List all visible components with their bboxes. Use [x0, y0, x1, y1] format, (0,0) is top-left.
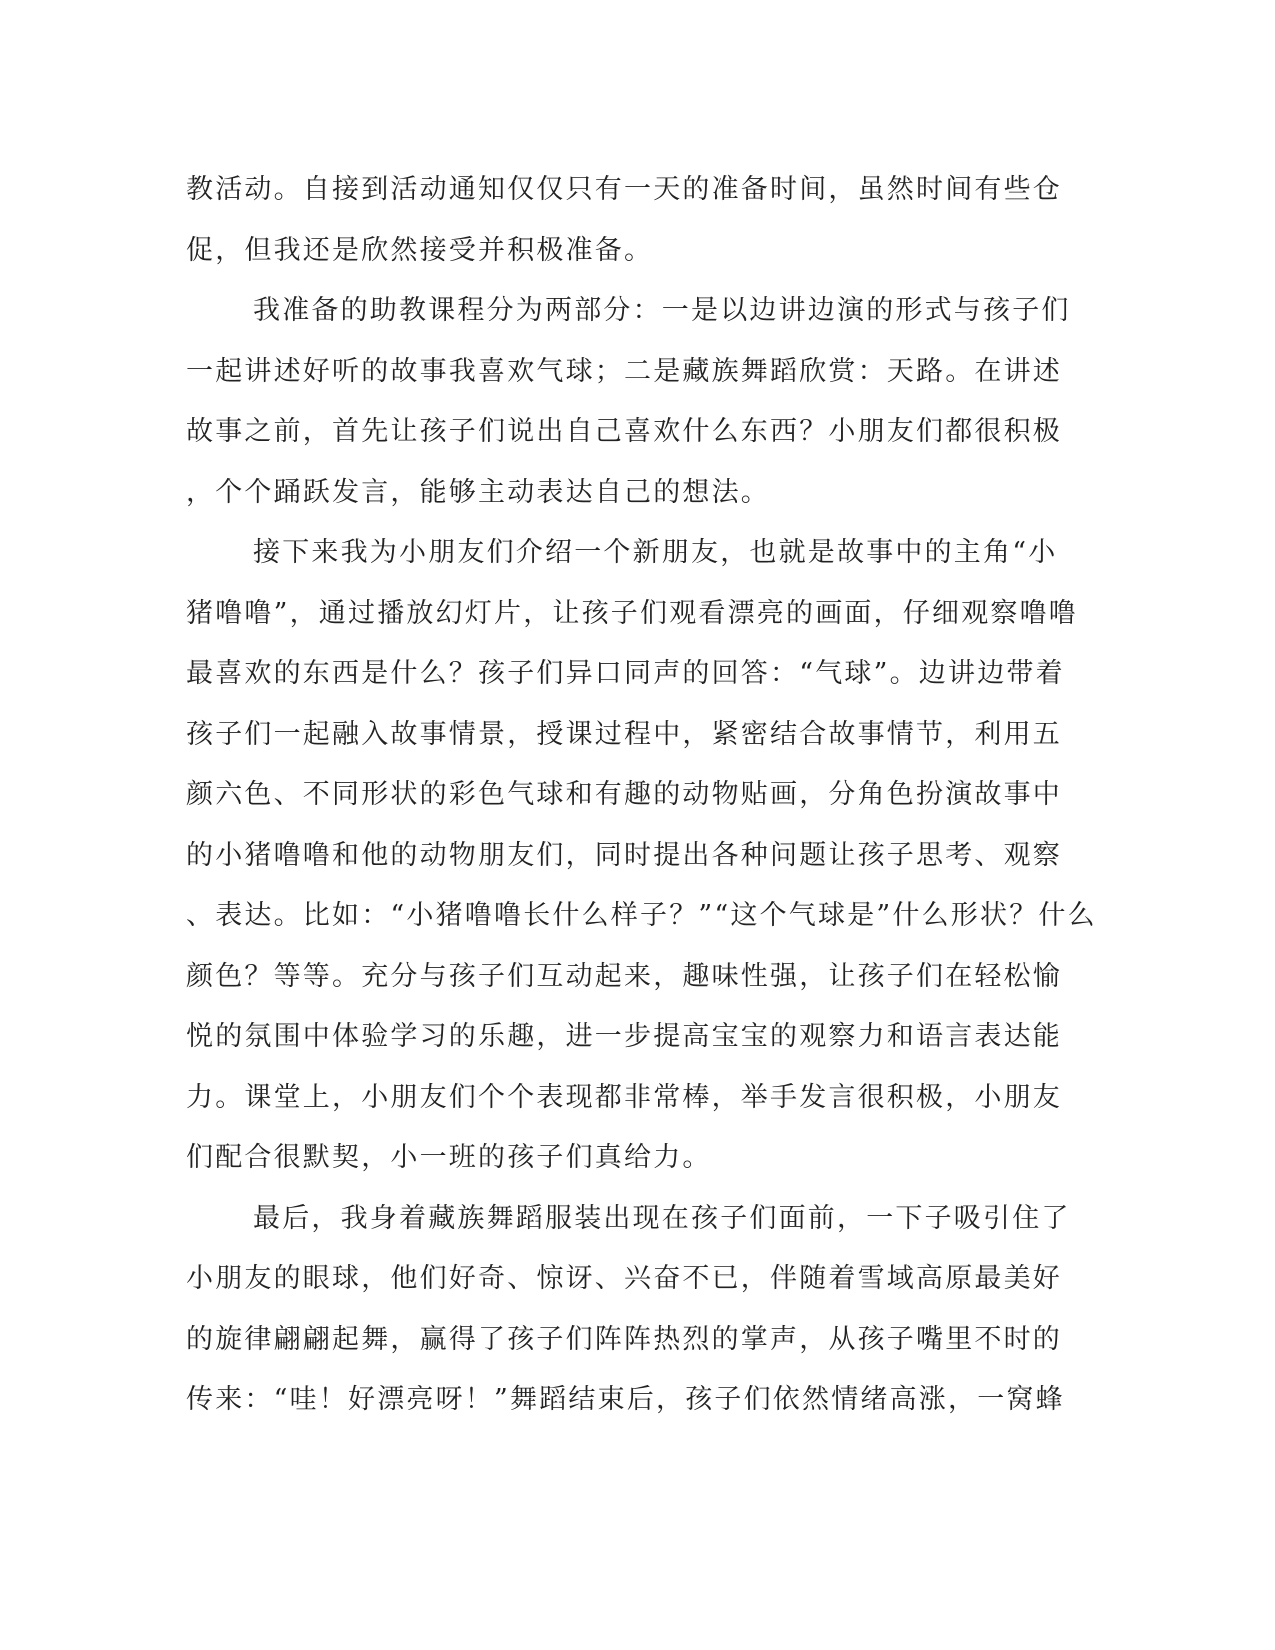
text-line: 最喜欢的东西是什么？孩子们异口同声的回答：“气球”。边讲边带着: [186, 658, 1065, 689]
text-line: 的小猪噜噜和他的动物朋友们，同时提出各种问题让孩子思考、观察: [186, 839, 1062, 871]
text-line: 促，但我还是欣然接受并积极准备。: [186, 234, 654, 266]
text-line: 颜六色、不同形状的彩色气球和有趣的动物贴画，分角色扮演故事中: [186, 779, 1062, 810]
text-line: 故事之前，首先让孩子们说出自己喜欢什么东西？小朋友们都很积极: [186, 416, 1062, 447]
text-line: 一起讲述好听的故事我喜欢气球；二是藏族舞蹈欣赏：天路。在讲述: [186, 355, 1062, 387]
paragraph-start-line: 最后，我身着藏族舞蹈服装出现在孩子们面前，一下子吸引住了: [253, 1202, 1071, 1234]
text-line: 小朋友的眼球，他们好奇、惊讶、兴奋不已，伴随着雪域高原最美好: [186, 1263, 1062, 1294]
text-line: 传来：“哇！好漂亮呀！”舞蹈结束后，孩子们依然情绪高涨，一窝蜂: [186, 1384, 1065, 1415]
text-line: 教活动。自接到活动通知仅仅只有一天的准备时间，虽然时间有些仓: [186, 174, 1062, 205]
text-line: ，个个踊跃发言，能够主动表达自己的想法。: [186, 476, 770, 508]
text-line: 、表达。比如：“小猪噜噜长什么样子？”“这个气球是”什么形状？什么: [186, 900, 1097, 931]
text-line: 力。课堂上，小朋友们个个表现都非常棒，举手发言很积极，小朋友: [186, 1081, 1062, 1113]
body-text: [186, 160, 1097, 1431]
text-line: 猪噜噜”，通过播放幻灯片，让孩子们观看漂亮的画面，仔细观察噜噜: [186, 597, 1079, 629]
text-line: 颜色？等等。充分与孩子们互动起来，趣味性强，让孩子们在轻松愉: [186, 960, 1062, 992]
text-line: 的旋律翩翩起舞，赢得了孩子们阵阵热烈的掌声，从孩子嘴里不时的: [186, 1323, 1062, 1355]
text-line: 悦的氛围中体验学习的乐趣，进一步提高宝宝的观察力和语言表达能: [186, 1021, 1062, 1052]
paragraph-start-line: 我准备的助教课程分为两部分：一是以边讲边演的形式与孩子们: [253, 295, 1071, 326]
text-line: 们配合很默契，小一班的孩子们真给力。: [186, 1142, 712, 1173]
paragraph-start-line: 接下来我为小朋友们介绍一个新朋友，也就是故事中的主角“小: [253, 537, 1058, 568]
text-line: 孩子们一起融入故事情景，授课过程中，紧密结合故事情节，利用五: [186, 718, 1062, 750]
